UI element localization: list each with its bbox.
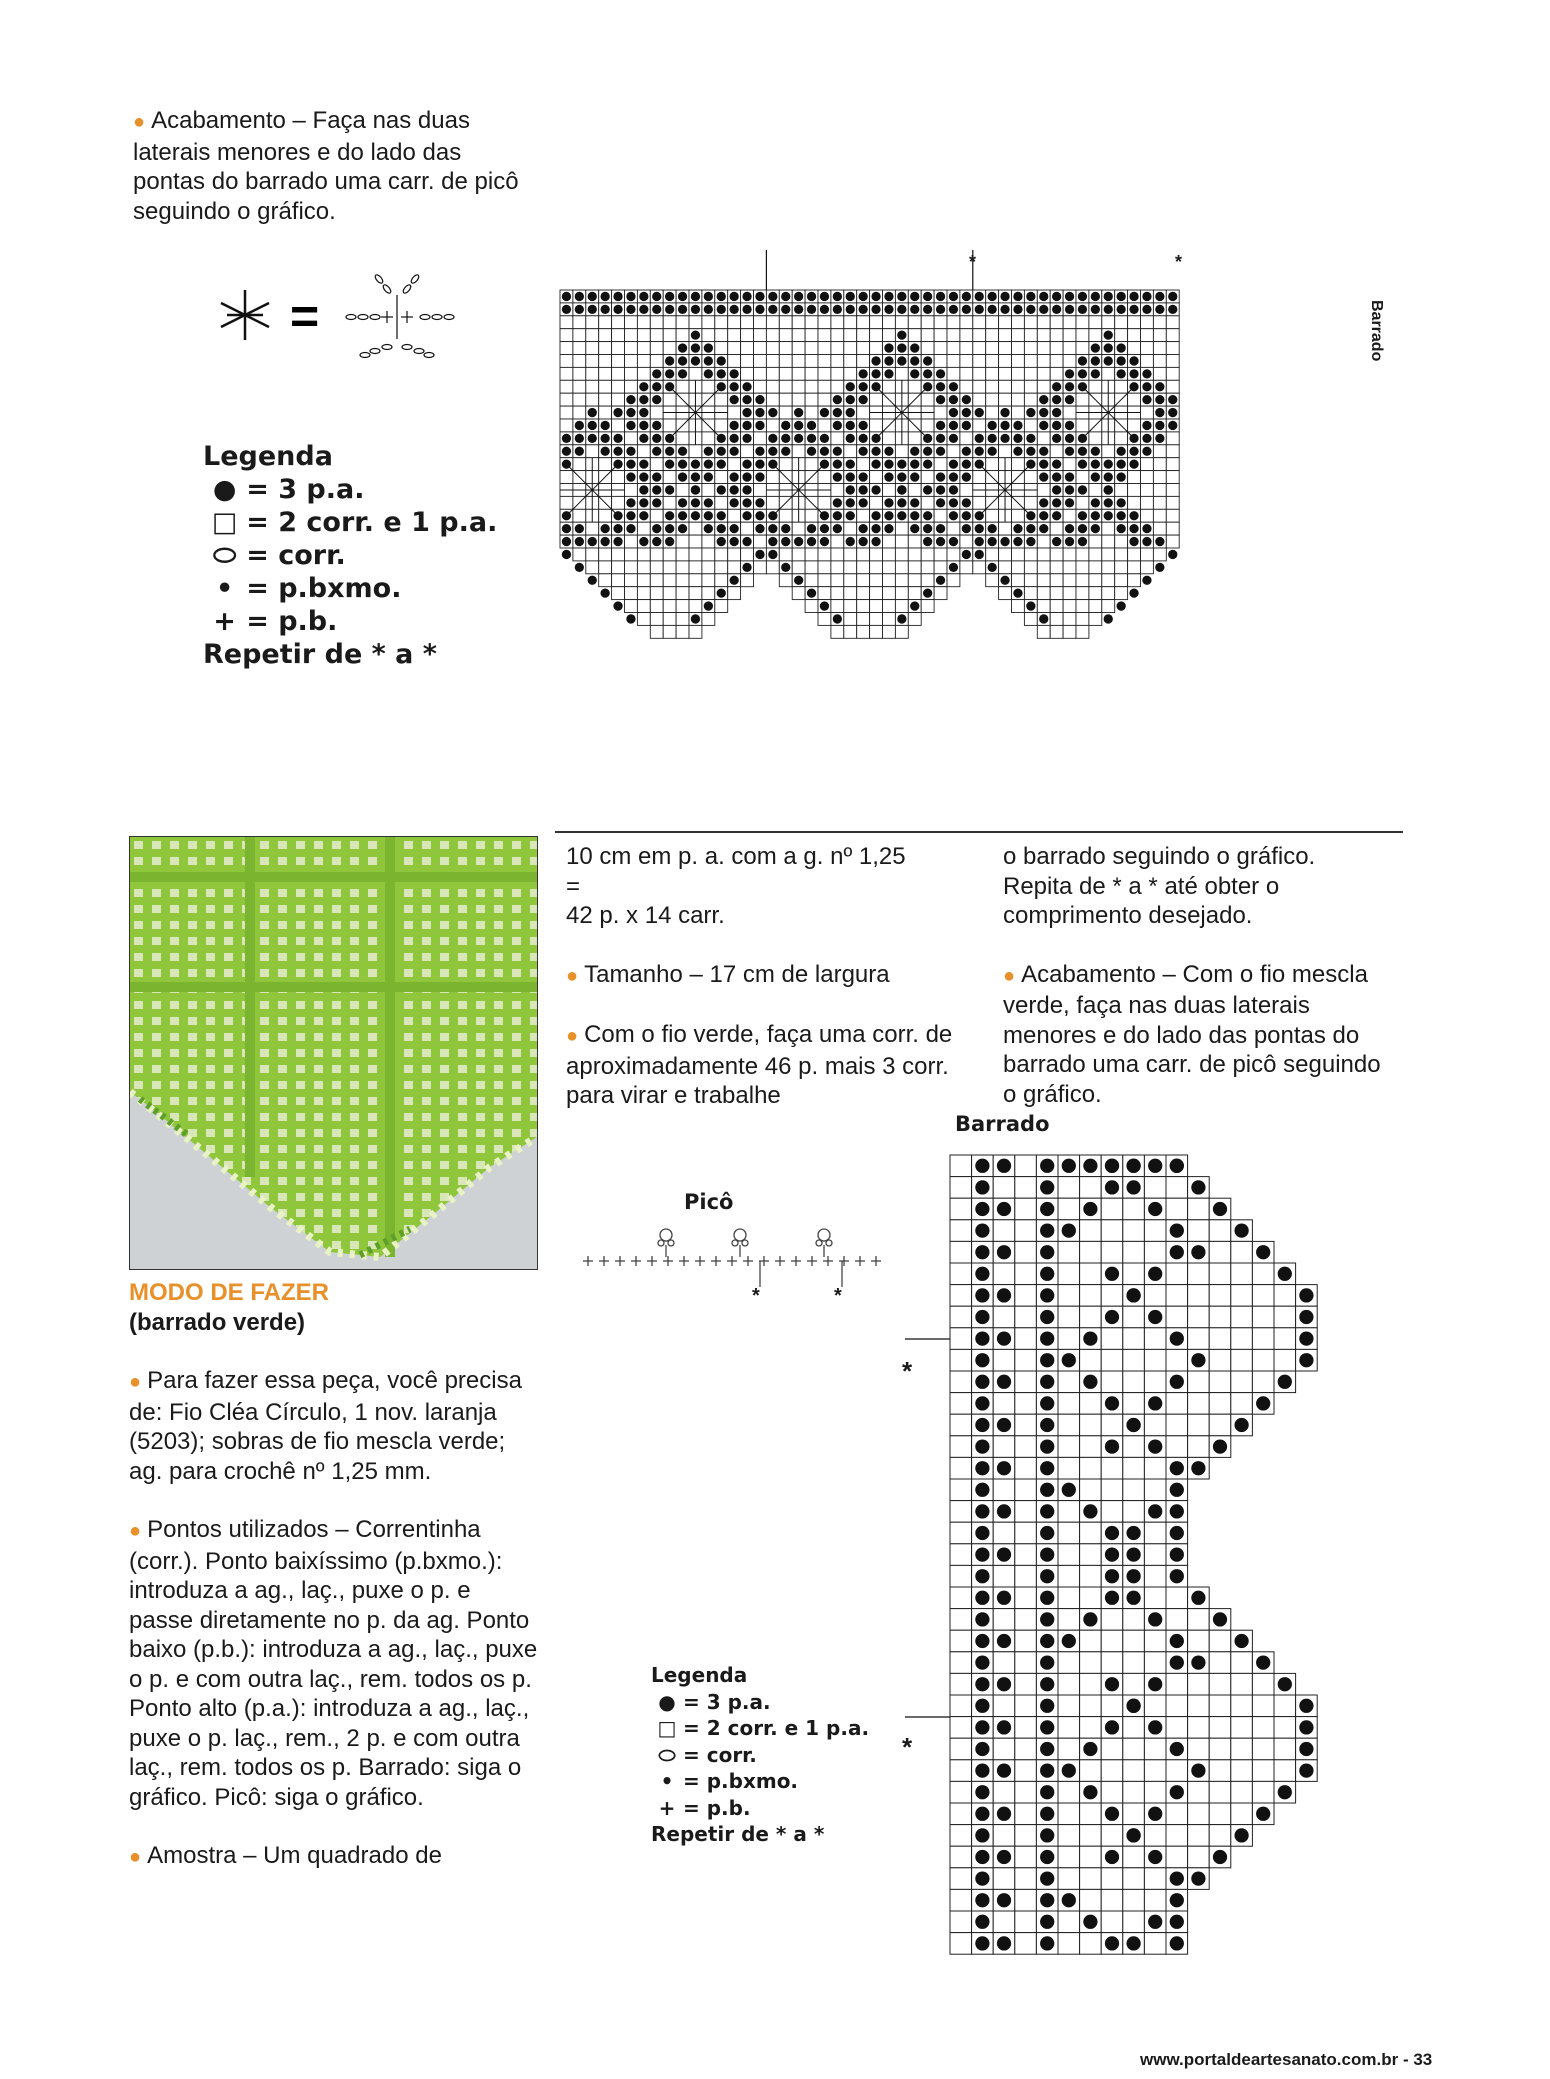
sample-line-1: 10 cm em p. a. com a g. nº 1,25 (566, 843, 906, 870)
legend-symbol-icon: • (215, 573, 234, 604)
finish-label: Acabamento (1021, 960, 1156, 988)
legend-repeat: Repetir de * a * (651, 1822, 825, 1846)
star-symbol-diagram (215, 265, 495, 365)
bullet-icon: ● (566, 964, 579, 987)
repeat-marker-right-top: * (902, 1356, 913, 1386)
size-text: – 17 cm de largura (682, 960, 890, 988)
materials-text: Para fazer essa peça, você precisa de: Fio Cléa Círculo, 1 nov. laranja (5203); sobras de fio mescla verde; ag. para crochê nº 1,25 mm. (129, 1367, 522, 1485)
page-number: 33 (1413, 2050, 1433, 2069)
legend-title: Legenda (651, 1663, 748, 1687)
legend-symbol-icon: □ (657, 1716, 677, 1740)
start-text: Com o fio verde, faça uma corr. de aproximadamente 46 p. mais 3 corr. para virar e trabalhe (566, 1021, 953, 1109)
materials-paragraph (129, 1366, 539, 1486)
legend-row (203, 539, 497, 572)
legend-text: = 3 p.a. (683, 1689, 771, 1714)
legend-row (651, 1742, 869, 1769)
repeat-marker-top-left: * (969, 252, 977, 272)
start-paragraph (566, 1020, 971, 1111)
finish-paragraph (1003, 960, 1388, 1110)
pico-diagram (580, 1215, 900, 1305)
legend-row (203, 605, 497, 638)
legend-repeat: Repetir de * a * (203, 639, 437, 670)
legend-row (203, 506, 497, 539)
legend-row (651, 1795, 869, 1822)
legend-text: = 2 corr. e 1 p.a. (246, 507, 498, 538)
bullet-icon: ● (1003, 964, 1016, 987)
picot-cluster-icon (346, 274, 454, 358)
legend-symbol-icon: + (658, 1795, 676, 1820)
legend-row (651, 1689, 869, 1716)
bullet-icon: ● (129, 1371, 142, 1393)
sample-paragraph (129, 1841, 539, 1873)
top-finishing-label: Acabamento (151, 107, 286, 134)
legend-symbol-icon: ⬭ (658, 1742, 676, 1767)
star-icon (221, 290, 269, 340)
finish-text: – Com o fio mescla verde, faça nas duas laterais menores e do lado das pontas do barrado uma carr. de picô seguindo o gráfico. (1003, 960, 1381, 1108)
legend-text: = corr. (683, 1742, 757, 1767)
size-paragraph (566, 960, 971, 992)
legend-text: = p.bxmo. (246, 573, 402, 604)
legend-title: Legenda (203, 441, 333, 472)
barrado-chart-right (950, 1155, 1400, 1970)
footer-separator: - (1398, 2050, 1414, 2069)
sample-text: – Um quadrado de (236, 1842, 442, 1869)
stitches-text: – Correntinha (corr.). Ponto baixíssimo (p.bxmo.): introduza a ag., laç., puxe o p. e passe diretamente no p. da ag. Ponto baixo (p.b.): introduza a ag., laç., puxe o p. e com outra laç., rem. todos os p. Ponto alto (p.a.): introduza a ag., laç., puxe o p. laç., rem., 2 p. e com outra laç., rem. todos os p. Barrado: siga o gráfico. Picô: siga o gráfico. (129, 1516, 538, 1811)
bullet-icon: ● (133, 111, 146, 133)
barrado-label-right: Barrado (955, 1112, 1050, 1136)
sample-line-2: = (566, 872, 581, 900)
footer (1140, 2050, 1432, 2070)
legend-text: = 3 p.a. (246, 474, 365, 505)
footer-site[interactable]: www.portaldeartesanato.com.br (1140, 2050, 1399, 2069)
pico-label: Picô (684, 1190, 734, 1214)
column-3 (1003, 842, 1388, 1138)
legend-symbol-icon: □ (211, 507, 238, 538)
legend-symbol-icon: • (660, 1769, 674, 1793)
legend-text: = 2 corr. e 1 p.a. (683, 1716, 870, 1740)
modo-subheading: (barrado verde) (129, 1308, 306, 1336)
pico-marker-right: * (834, 1285, 842, 1307)
size-label: Tamanho (584, 960, 683, 988)
barrado-verde-photo (129, 836, 538, 1270)
legend-symbol-icon: ⬭ (213, 540, 237, 571)
stitches-paragraph (129, 1515, 539, 1812)
star-equals: = (290, 288, 320, 344)
legend-bottom (651, 1662, 869, 1848)
modo-heading: MODO DE FAZER (129, 1279, 330, 1306)
pico-marker-left: * (752, 1285, 760, 1307)
top-finishing-paragraph (133, 106, 533, 226)
legend-symbol-icon: ● (658, 1689, 676, 1714)
bullet-icon: ● (129, 1520, 142, 1542)
repeat-marker-right-bottom: * (902, 1732, 913, 1762)
bullet-icon: ● (129, 1846, 142, 1868)
column-divider (555, 831, 1403, 833)
modo-column (129, 1278, 539, 1902)
legend-text: = corr. (246, 540, 346, 571)
legend-row (651, 1715, 869, 1742)
barrado-chart-top (555, 250, 1385, 790)
legend-symbol-icon: + (213, 606, 236, 637)
repeat-marker-top-right: * (1175, 252, 1183, 272)
legend-row (203, 572, 497, 605)
legend-row (651, 1768, 869, 1795)
column-2 (566, 842, 971, 1140)
legend-top (203, 440, 497, 671)
legend-symbol-icon: ● (212, 474, 237, 505)
sample-line-3: 42 p. x 14 carr. (566, 902, 725, 929)
legend-text: = p.b. (246, 606, 338, 637)
stitches-label: Pontos utilizados (147, 1516, 329, 1543)
barrado-label-top: Barrado (1368, 300, 1385, 362)
legend-text: = p.b. (683, 1795, 751, 1820)
bullet-icon: ● (566, 1025, 579, 1047)
continue-paragraph: o barrado seguindo o gráfico. Repita de * a * até obter o comprimento desejado. (1003, 843, 1316, 929)
legend-text: = p.bxmo. (683, 1769, 799, 1793)
sample-label: Amostra (147, 1842, 237, 1869)
top-finishing-text: – Faça nas duas laterais menores e do lado das pontas do barrado uma carr. de picô seguindo o gráfico. (133, 107, 519, 225)
legend-row (203, 473, 497, 506)
